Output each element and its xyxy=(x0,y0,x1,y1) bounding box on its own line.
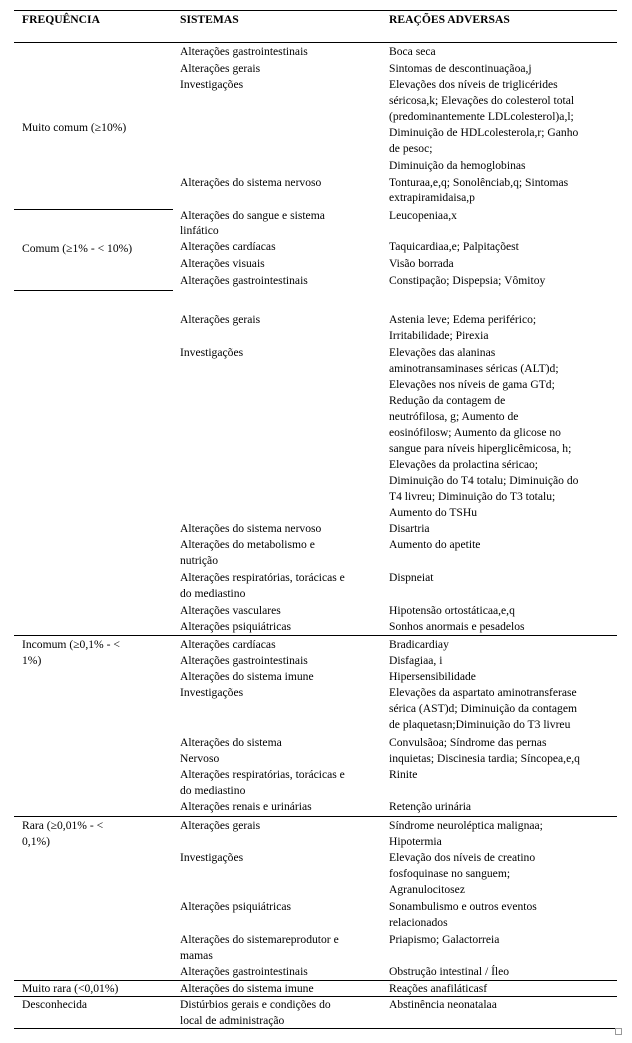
sistema-label: Alterações gerais xyxy=(180,313,261,326)
reacao-line: Agranulocitosez xyxy=(389,883,465,896)
sistema-label: Alterações cardíacas xyxy=(180,240,276,253)
reacao-line: Reações anafiláticasf xyxy=(389,982,488,995)
sistema-label: Investigações xyxy=(180,78,244,91)
header-rule xyxy=(14,42,617,43)
sistema-label: Alterações gerais xyxy=(180,62,261,75)
reacao-line: Bradicardiay xyxy=(389,638,449,651)
reacao-line: Rinite xyxy=(389,768,418,781)
sistema-label: Alterações do sistemareprodutor e xyxy=(180,933,339,946)
sistema-label: mamas xyxy=(180,949,213,962)
reacao-line: Hipersensibilidade xyxy=(389,670,476,683)
freq-comum: Comum (≥1% - < 10%) xyxy=(22,242,133,255)
reacao-line: Leucopeniaa,x xyxy=(389,209,457,222)
sistema-label: Alterações gastrointestinais xyxy=(180,45,308,58)
reacao-line: Taquicardiaa,e; Palpitaçõest xyxy=(389,240,519,253)
reacao-line: Sonambulismo e outros eventos xyxy=(389,900,537,913)
reacao-line: neutrófilosa, g; Aumento de xyxy=(389,410,519,423)
reacao-line: Priapismo; Galactorreia xyxy=(389,933,500,946)
sistema-label: do mediastino xyxy=(180,784,246,797)
sistema-label: Alterações do sistema imune xyxy=(180,982,314,995)
reacao-line: Visão borrada xyxy=(389,257,454,270)
reacao-line: sérica (AST)d; Diminuição da contagem xyxy=(389,702,578,715)
sistema-label: Alterações psiquiátricas xyxy=(180,900,292,913)
reacao-line: Irritabilidade; Pirexia xyxy=(389,329,489,342)
reacao-line: Dispneiat xyxy=(389,571,434,584)
reacao-line: Disfagiaa, i xyxy=(389,654,443,667)
sistema-label: local de administração xyxy=(180,1014,285,1027)
reacao-line: T4 livreu; Diminuição do T3 totalu; xyxy=(389,490,556,503)
reacao-line: fosfoquinase no sanguem; xyxy=(389,867,511,880)
reacao-line: inquietas; Discinesia tardia; Síncopea,e,q xyxy=(389,752,580,765)
sistema-label: Alterações do sistema nervoso xyxy=(180,522,322,535)
group-rule-comum xyxy=(14,209,173,210)
reacao-line: (predominantemente LDLcolesterol)a,l; xyxy=(389,110,574,123)
end-of-cell-marker xyxy=(615,1028,622,1035)
sistema-label: nutrição xyxy=(180,554,218,567)
reacao-line: séricosa,k; Elevações do colesterol total xyxy=(389,94,575,107)
group-rule-desconhecida xyxy=(14,996,617,997)
freq-incomum-2: 1%) xyxy=(22,654,42,667)
sistema-label: Alterações do sistema xyxy=(180,736,282,749)
sistema-label: Distúrbios gerais e condições do xyxy=(180,998,331,1011)
sistema-label: Alterações do sistema imune xyxy=(180,670,314,683)
sistema-label: Alterações vasculares xyxy=(180,604,281,617)
freq-desconhecida: Desconhecida xyxy=(22,998,88,1011)
reacao-line: Elevações das alaninas xyxy=(389,346,496,359)
reacao-line: Retenção urinária xyxy=(389,800,472,813)
reacao-line: Constipação; Dispepsia; Vômitoy xyxy=(389,274,546,287)
header-sistemas: SISTEMAS xyxy=(180,13,239,26)
sistema-label: Alterações gerais xyxy=(180,819,261,832)
sistema-label: Alterações gastrointestinais xyxy=(180,965,308,978)
reacao-line: de plaquetasn;Diminuição do T3 livreu xyxy=(389,718,571,731)
sistema-label: Alterações renais e urinárias xyxy=(180,800,312,813)
reacao-line: Aumento do TSHu xyxy=(389,506,478,519)
reacao-line: Disartria xyxy=(389,522,430,535)
group-rule-muito-rara xyxy=(14,980,617,981)
reacao-line: Elevações da prolactina séricao; xyxy=(389,458,539,471)
table-top-rule xyxy=(14,10,617,11)
freq-rara-2: 0,1%) xyxy=(22,835,51,848)
reacao-line: Diminuição da hemoglobinas xyxy=(389,159,526,172)
reacao-line: Elevações dos níveis de triglicérides xyxy=(389,78,558,91)
reacao-line: de pesoc; xyxy=(389,142,433,155)
reacao-line: Sonhos anormais e pesadelos xyxy=(389,620,525,633)
reacao-line: Abstinência neonatalaa xyxy=(389,998,497,1011)
reacao-line: Tonturaa,e,q; Sonolênciab,q; Sintomas xyxy=(389,176,569,189)
reacao-line: Síndrome neuroléptica malignaa; xyxy=(389,819,543,832)
sistema-label: Investigações xyxy=(180,686,244,699)
reacao-line: Sintomas de descontinuaçãoa,j xyxy=(389,62,532,75)
reacao-line: Astenia leve; Edema periférico; xyxy=(389,313,537,326)
reacao-line: Boca seca xyxy=(389,45,436,58)
reacao-line: Redução da contagem de xyxy=(389,394,506,407)
sistema-label: Alterações do metabolismo e xyxy=(180,538,315,551)
freq-muito-comum: Muito comum (≥10%) xyxy=(22,121,127,134)
sistema-label: linfático xyxy=(180,224,219,237)
sistema-label: Alterações do sangue e sistema xyxy=(180,209,325,222)
group-rule-comum-end xyxy=(14,290,173,291)
header-reacoes: REAÇÕES ADVERSAS xyxy=(389,13,510,26)
reacao-line: eosinófilosw; Aumento da glicose no xyxy=(389,426,561,439)
sistema-label: Alterações respiratórias, torácicas e xyxy=(180,571,345,584)
sistema-label: Investigações xyxy=(180,851,244,864)
sistema-label: Alterações cardíacas xyxy=(180,638,276,651)
freq-muito-rara: Muito rara (<0,01%) xyxy=(22,982,119,995)
sistema-label: Alterações gastrointestinais xyxy=(180,654,308,667)
sistema-label: Alterações do sistema nervoso xyxy=(180,176,322,189)
reacao-line: aminotransaminases séricas (ALT)d; xyxy=(389,362,559,375)
reacao-line: Hipotensão ortostáticaa,e,q xyxy=(389,604,515,617)
reacao-line: Hipotermia xyxy=(389,835,442,848)
reacao-line: Elevação dos níveis de creatino xyxy=(389,851,536,864)
table-bottom-rule xyxy=(14,1028,617,1029)
reacao-line: Obstrução intestinal / Íleo xyxy=(389,965,510,978)
reacao-line: Diminuição do T4 totalu; Diminuição do xyxy=(389,474,579,487)
freq-rara-1: Rara (≥0,01% - < xyxy=(22,819,104,832)
reacao-line: Convulsãoa; Síndrome das pernas xyxy=(389,736,547,749)
group-rule-incomum xyxy=(14,635,617,636)
sistema-label: Alterações respiratórias, torácicas e xyxy=(180,768,345,781)
sistema-label: Investigações xyxy=(180,346,244,359)
reacao-line: Elevações da aspartato aminotransferase xyxy=(389,686,577,699)
sistema-label: Alterações gastrointestinais xyxy=(180,274,308,287)
reacao-line: Diminuição de HDLcolesterola,r; Ganho xyxy=(389,126,579,139)
reacao-line: sangue para níveis hiperglicêmicosa, h; xyxy=(389,442,572,455)
sistema-label: do mediastino xyxy=(180,587,246,600)
reacao-line: relacionados xyxy=(389,916,448,929)
sistema-label: Alterações visuais xyxy=(180,257,265,270)
reacao-line: Aumento do apetite xyxy=(389,538,481,551)
sistema-label: Alterações psiquiátricas xyxy=(180,620,292,633)
reacao-line: extrapiramidaisa,p xyxy=(389,191,475,204)
reacao-line: Elevações nos níveis de gama GTd; xyxy=(389,378,555,391)
group-rule-rara xyxy=(14,816,617,817)
sistema-label: Nervoso xyxy=(180,752,220,765)
header-frequencia: FREQUÊNCIA xyxy=(22,13,100,26)
freq-incomum-1: Incomum (≥0,1% - < xyxy=(22,638,120,651)
